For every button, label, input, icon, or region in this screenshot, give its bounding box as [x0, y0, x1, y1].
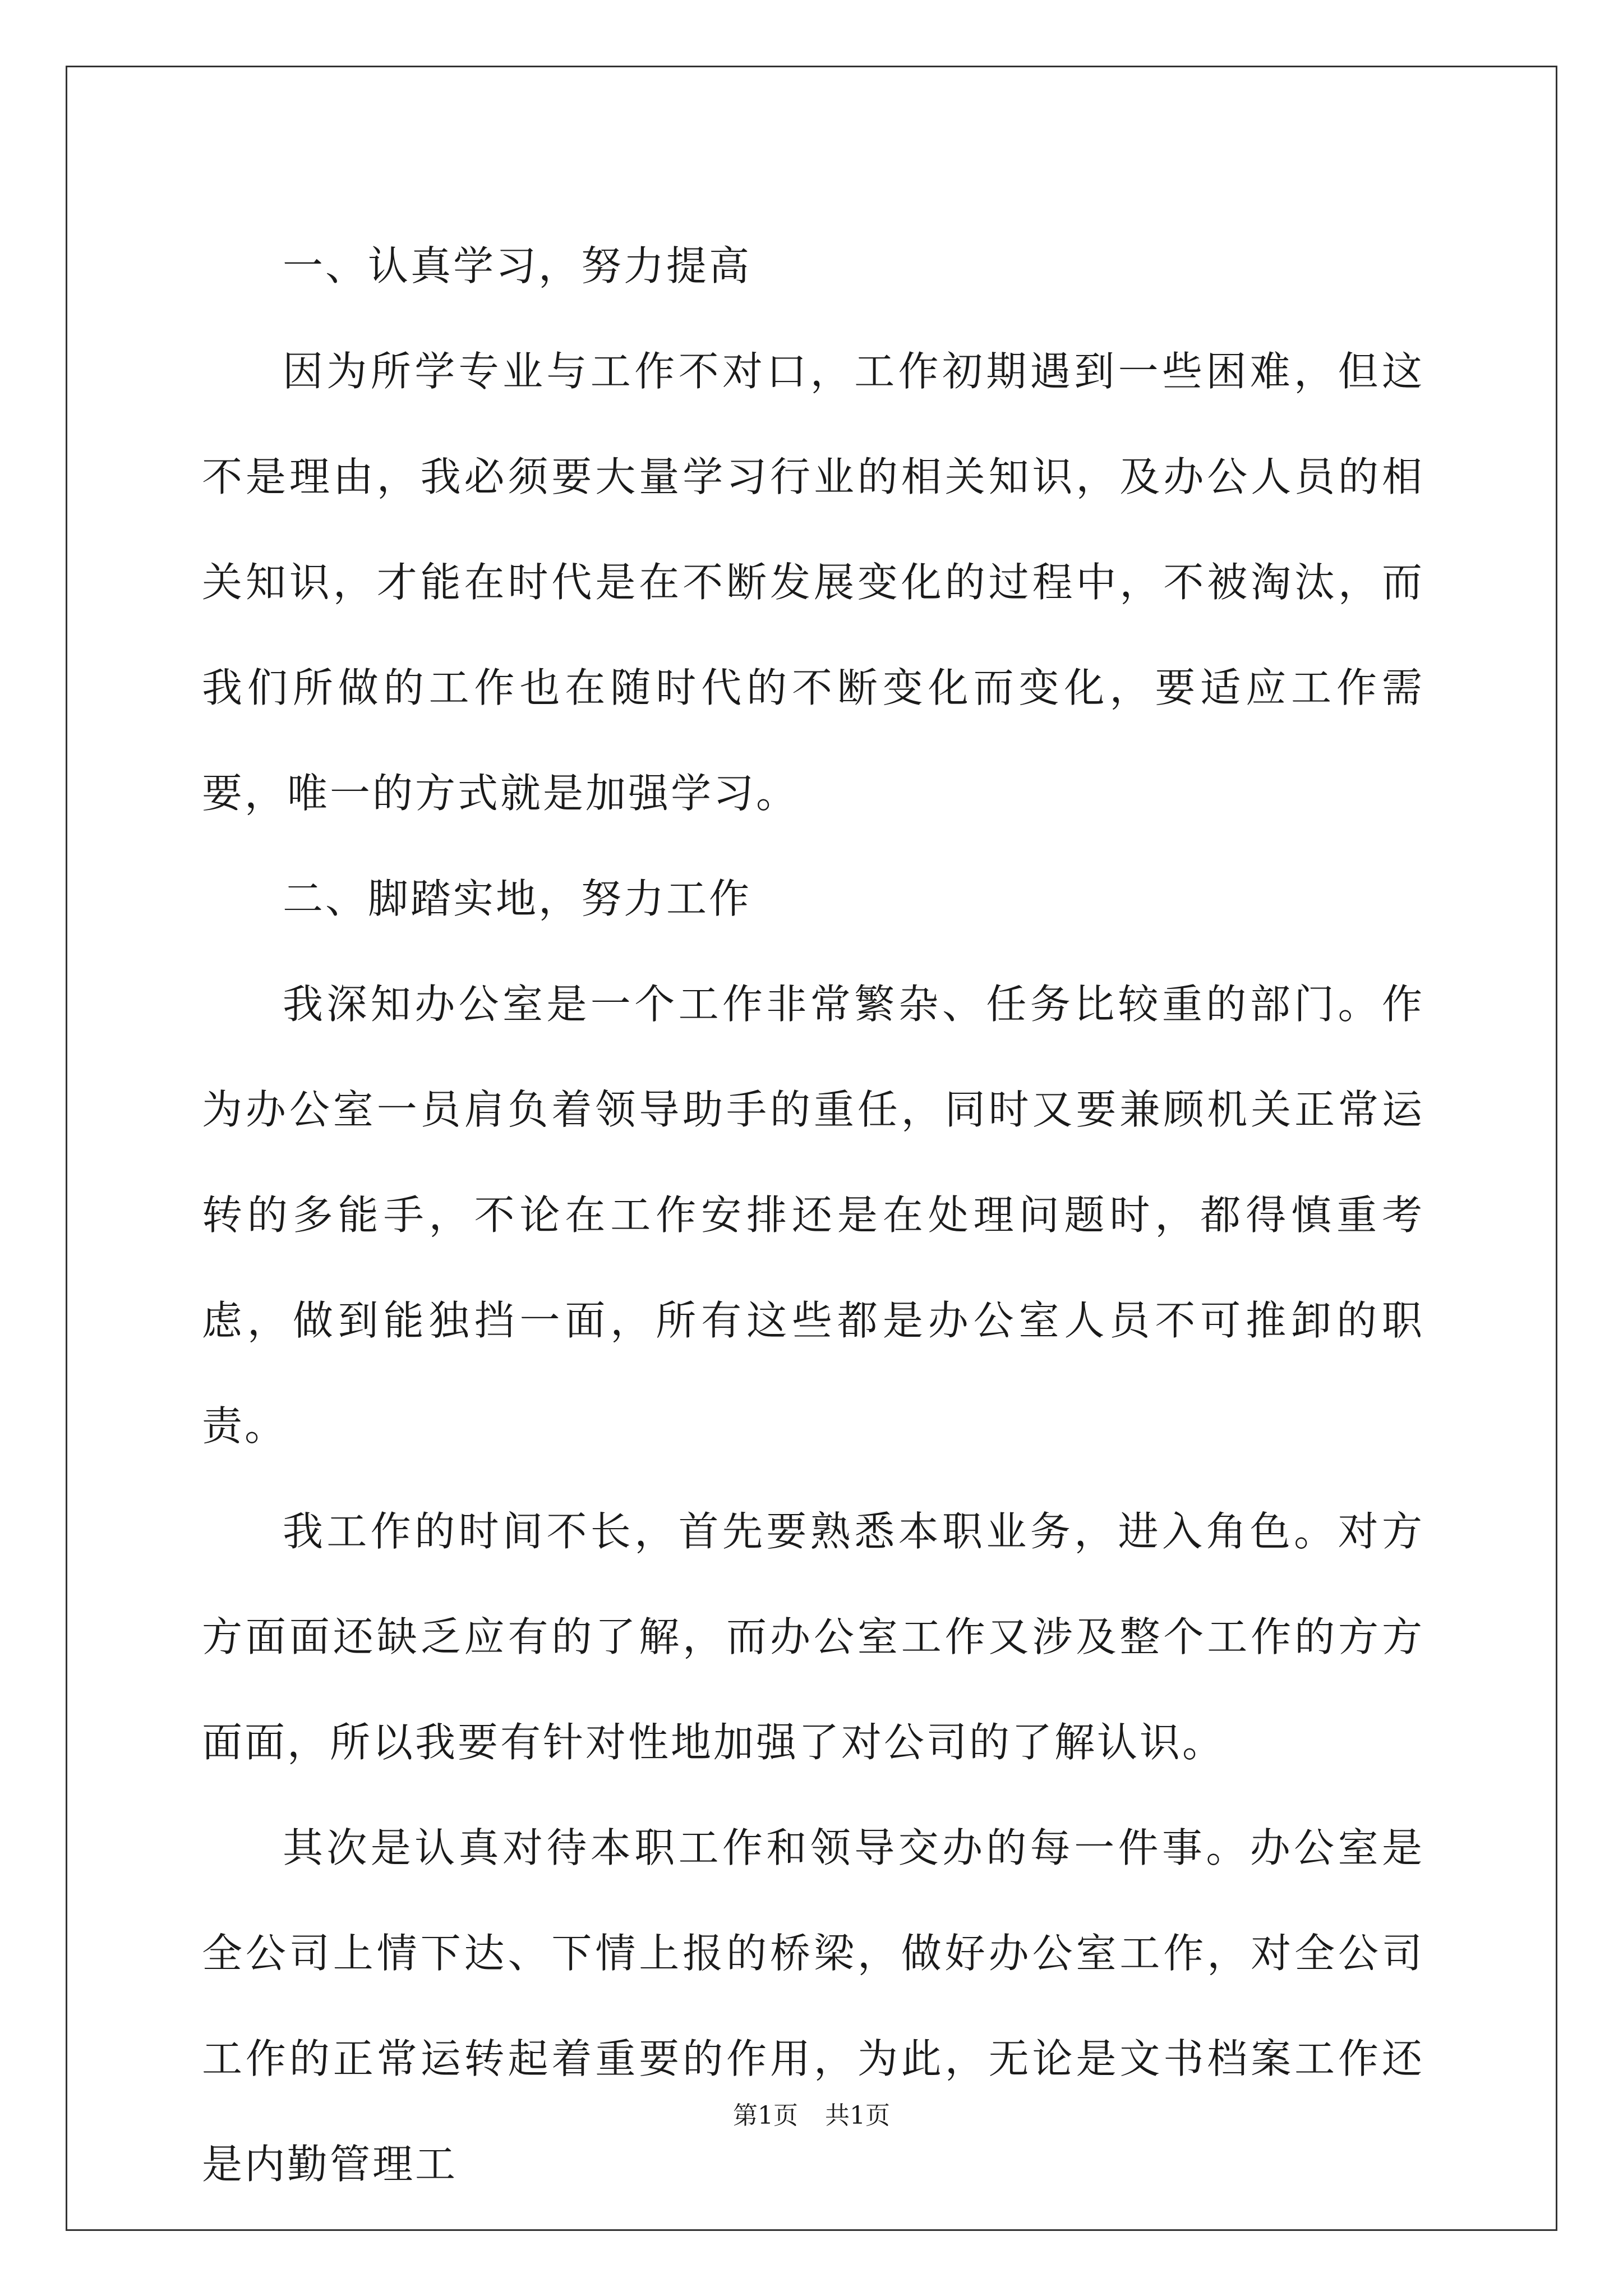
section-heading-1: 一、认真学习，努力提高 [283, 242, 752, 289]
paragraph: 我深知办公室是一个工作非常繁杂、任务比较重的部门。作为办公室一员肩负着领导助手的重任，同时又要兼顾机关正常运转的多能手，不论在工作安排还是在处理问题时，都得慎重考虑，做到能独挡一面，所有这些都是办公室人员不可推卸的职责。 [202, 981, 1424, 1450]
document-body [202, 213, 1424, 2217]
paragraph: 我工作的时间不长，首先要熟悉本职业务，进入角色。对方方面面还缺乏应有的了解，而办公室工作又涉及整个工作的方方面面，所以我要有针对性地加强了对公司的了解认识。 [202, 1508, 1424, 1766]
paragraph: 因为所学专业与工作不对口，工作初期遇到一些困难，但这不是理由，我必须要大量学习行业的相关知识，及办公人员的相关知识，才能在时代是在不断发展变化的过程中，不被淘汰，而我们所做的工作也在随时代的不断变化而变化，要适应工作需要，唯一的方式就是加强学习。 [202, 348, 1424, 817]
page-footer [0, 2099, 1623, 2133]
paragraph: 其次是认真对待本职工作和领导交办的每一件事。办公室是全公司上情下达、下情上报的桥梁，做好办公室工作，对全公司工作的正常运转起着重要的作用，为此，无论是文书档案工作还是内勤管理工 [202, 1824, 1424, 2188]
page-number: 第1页 [733, 2101, 798, 2130]
page-total: 共1页 [825, 2101, 890, 2130]
section-heading-2: 二、脚踏实地，努力工作 [283, 875, 752, 922]
